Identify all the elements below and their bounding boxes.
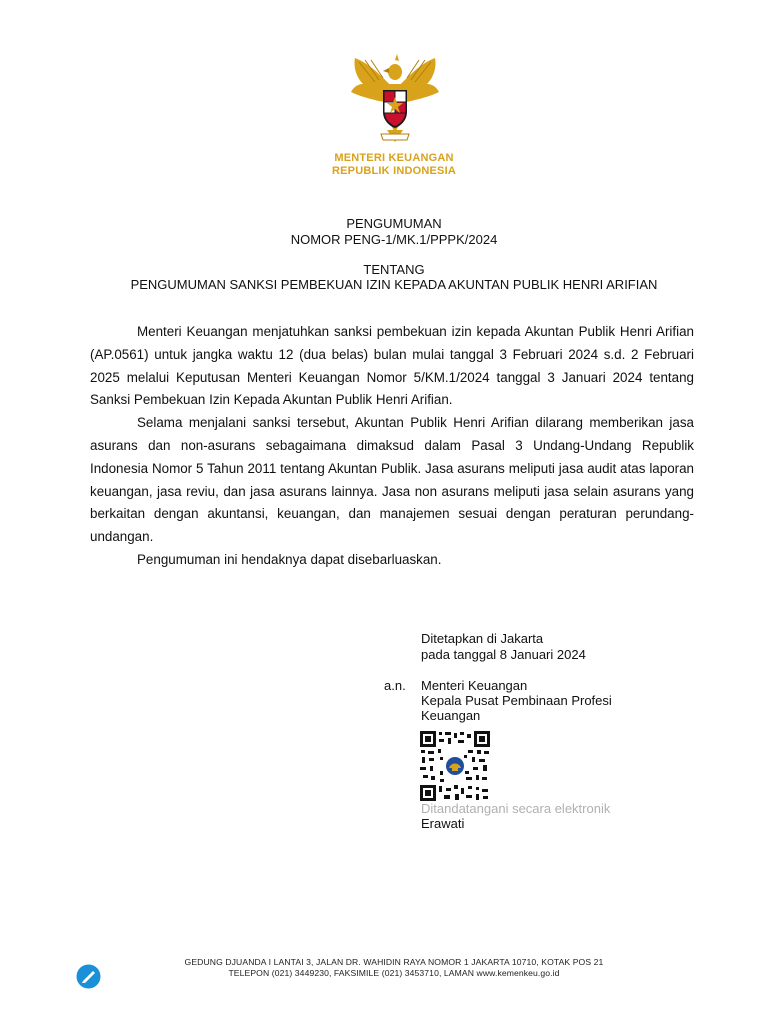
signatory-title-2: Kepala Pusat Pembinaan Profesi bbox=[421, 693, 612, 708]
signature-place: Ditetapkan di Jakarta bbox=[421, 631, 544, 646]
signatory-title-1: Menteri Keuangan bbox=[421, 678, 528, 693]
tentang-heading: TENTANG bbox=[363, 262, 425, 277]
footer-contact: TELEPON (021) 3449230, FAKSIMILE (021) 3453710, LAMAN www.kemenkeu.go.id bbox=[228, 968, 560, 978]
garuda-emblem-icon bbox=[345, 50, 445, 150]
signatory-name: Erawati bbox=[421, 816, 465, 831]
footer-address: GEDUNG DJUANDA I LANTAI 3, JALAN DR. WAHIDIN RAYA NOMOR 1 JAKARTA 10710, KOTAK POS 21 bbox=[184, 957, 604, 967]
electronic-signature-note bbox=[421, 801, 610, 817]
paragraph-1: Menteri Keuangan menjatuhkan sanksi pembekuan izin kepada Akuntan Publik Henri Arifian (AP.0561) untuk jangka waktu 12 (dua belas) bulan mulai tanggal 3 Februari 2024 s.d. 2 Februari 2025 melalui Keputusan Menteri Keuangan Nomor 5/KM.1/2024 tanggal 3 Januari 2024 tentang Sanksi Pembekuan Izin Kepada Akuntan Publik Henri Arifian. bbox=[90, 324, 694, 408]
announcement-body bbox=[90, 321, 694, 572]
document-number: NOMOR PENG-1/MK.1/PPPK/2024 bbox=[290, 232, 498, 247]
signatory-title-3: Keuangan bbox=[421, 708, 481, 723]
on-behalf-label: a.n. bbox=[384, 678, 406, 693]
ministry-name: MENTERI KEUANGAN bbox=[334, 152, 454, 164]
document-label: PENGUMUMAN bbox=[346, 216, 442, 231]
signature-date: pada tanggal 8 Januari 2024 bbox=[421, 647, 586, 662]
paragraph-2: Selama menjalani sanksi tersebut, Akuntan Publik Henri Arifian dilarang memberikan jasa asurans dan non-asurans sebagaimana dimaksud dalam Pasal 3 Undang-Undang Republik Indonesia Nomor 5 Tahun 2011 tentang Akuntan Publik. Jasa asurans meliputi jasa audit atas laporan keuangan, jasa reviu, dan jasa asurans lainnya. Jasa non asurans meliputi jasa selain asurans yang berkaitan dengan akuntansi, keuangan, dan manajemen sesuai dengan peraturan perundang-undangan. bbox=[90, 415, 694, 545]
ministry-country: REPUBLIK INDONESIA bbox=[332, 165, 456, 177]
qr-code[interactable] bbox=[420, 731, 490, 801]
paragraph-3: Pengumuman ini hendaknya dapat disebarluaskan. bbox=[137, 551, 442, 567]
document-subject: PENGUMUMAN SANKSI PEMBEKUAN IZIN KEPADA AKUNTAN PUBLIK HENRI ARIFIAN bbox=[130, 277, 658, 292]
e-signed-label: Ditandatangani secara elektronik bbox=[421, 801, 611, 816]
